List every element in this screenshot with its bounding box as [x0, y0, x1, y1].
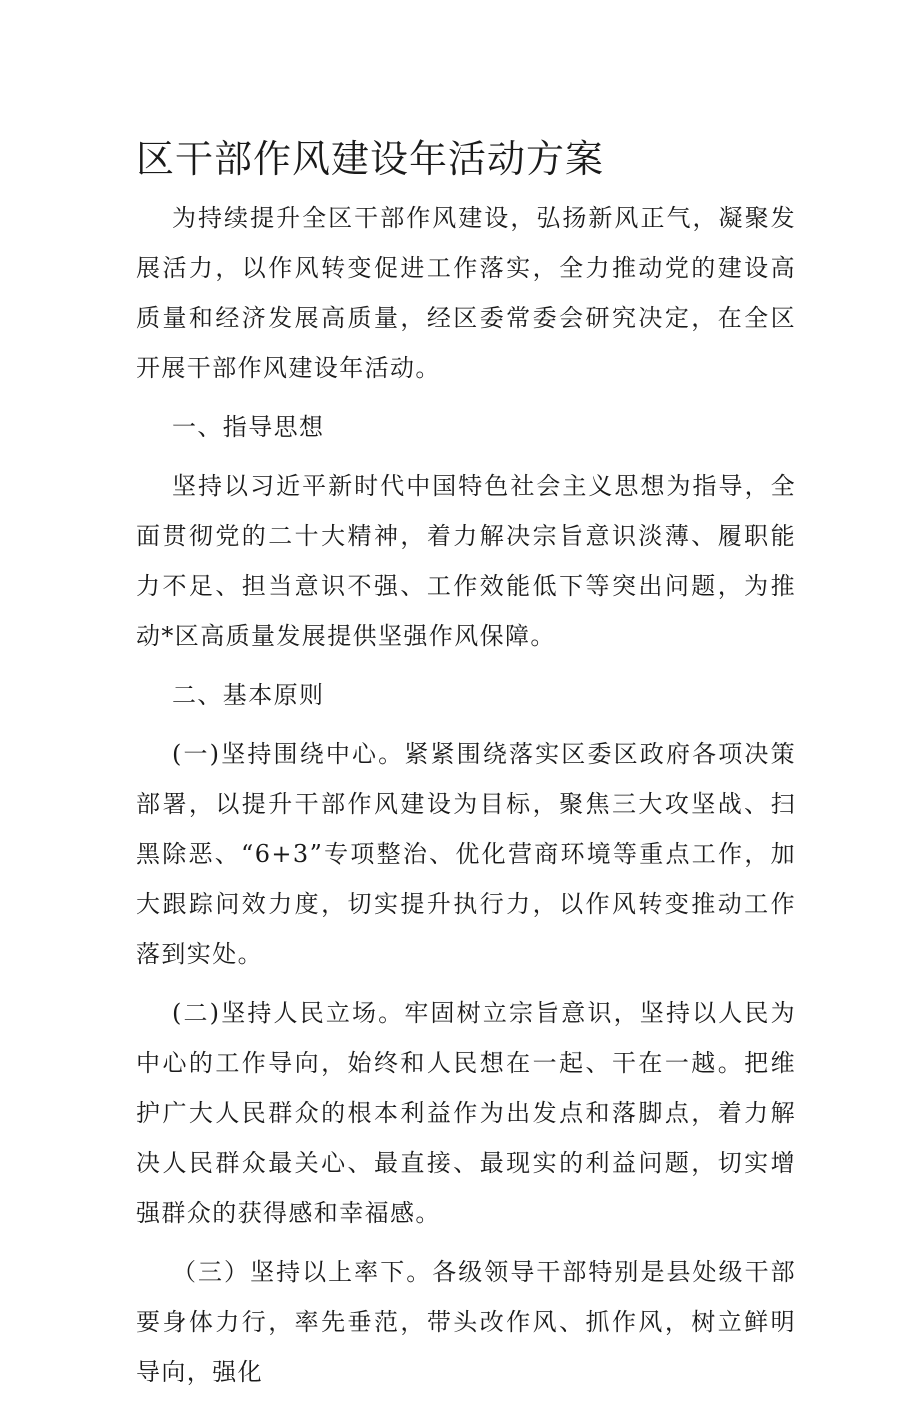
document-title: 区干部作风建设年活动方案: [136, 137, 605, 181]
principle-1-paragraph: (一)坚持围绕中心。紧紧围绕落实区委区政府各项决策部署，以提升干部作风建设为目标，聚焦三大攻坚战、扫黑除恶、“6+3”专项整治、优化营商环境等重点工作，加大跟踪问效力度，切实提升执行力，以作风转变推动工作落到实处。: [136, 740, 796, 968]
guiding-ideology-paragraph: 坚持以习近平新时代中国特色社会主义思想为指导，全面贯彻党的二十大精神，着力解决宗旨意识淡薄、履职能力不足、担当意识不强、工作效能低下等突出问题，为推动*区高质量发展提供坚强作风保障。: [136, 472, 796, 650]
document-body: [136, 193, 796, 1406]
section-heading-basic-principles: 二、基本原则: [172, 681, 325, 709]
principle-3-paragraph: （三）坚持以上率下。各级领导干部特别是县处级干部要身体力行，率先垂范，带头改作风、抓作风，树立鲜明导向，强化: [136, 1258, 796, 1386]
principle-2-paragraph: (二)坚持人民立场。牢固树立宗旨意识，坚持以人民为中心的工作导向，始终和人民想在一起、干在一越。把维护广大人民群众的根本利益作为出发点和落脚点，着力解决人民群众最关心、最直接、最现实的利益问题，切实增强群众的获得感和幸福感。: [136, 999, 796, 1227]
section-heading-guiding-ideology: 一、指导思想: [172, 413, 325, 441]
intro-paragraph: 为持续提升全区干部作风建设，弘扬新风正气，凝聚发展活力，以作风转变促进工作落实，全力推动党的建设高质量和经济发展高质量，经区委常委会研究决定，在全区开展干部作风建设年活动。: [136, 204, 796, 382]
